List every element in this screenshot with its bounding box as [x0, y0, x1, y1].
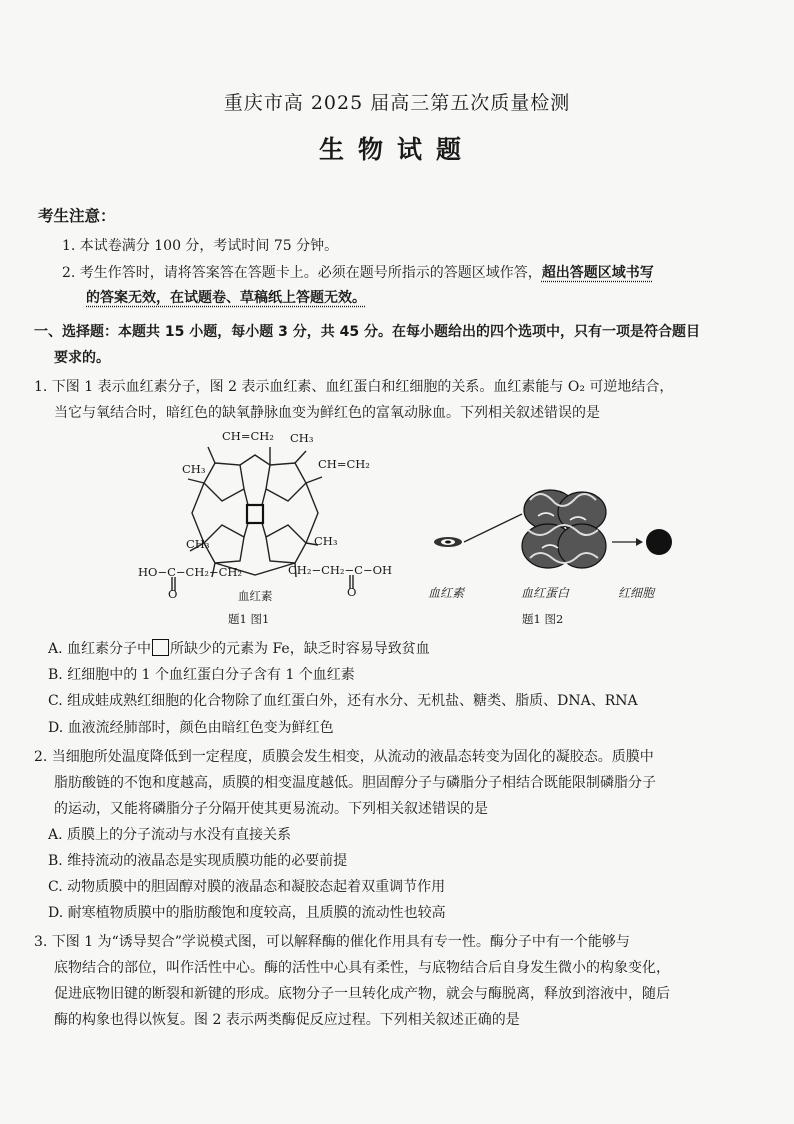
- notice-item-2-text: 2. 考生作答时，请将答案答在答题卡上。必须在题号所指示的答题区域作答，: [62, 265, 542, 281]
- q1-stem-line-1: 1. 下图 1 表示血红素分子，图 2 表示血红素、血红蛋白和红细胞的关系。血红素能与 O₂ 可逆地结合，: [34, 379, 674, 395]
- empty-square-icon: [152, 639, 169, 656]
- heme-right-carbonyl-o: O: [347, 585, 357, 599]
- q1-option-a: [48, 639, 430, 658]
- q3-stem-line-4: 酶的构象也得以恢复。图 2 表示两类酶促反应过程。下列相关叙述正确的是: [54, 1012, 520, 1028]
- q2-option-b: B. 维持流动的液晶态是实现质膜功能的必要前提: [48, 853, 348, 869]
- heme-icon: [434, 537, 462, 547]
- central-square-icon: [247, 505, 263, 523]
- heme-top-vinyl: CH=CH₂: [222, 429, 274, 443]
- fig2-label-heme: 血红素: [428, 586, 465, 600]
- q3-stem-line-2: 底物结合的部位，叫作活性中心。酶的活性中心具有柔性，与底物结合后自身发生微小的构象变化，: [54, 960, 670, 976]
- q2-option-c: C. 动物质膜中的胆固醇对膜的液晶态和凝胶态起着双重调节作用: [48, 879, 446, 895]
- q2-option-a: A. 质膜上的分子流动与水没有直接关系: [48, 827, 292, 843]
- red-blood-cell-icon: [646, 529, 672, 555]
- heme-structure-figure: [120, 425, 393, 610]
- hemoglobin-relationship-figure: [430, 470, 680, 590]
- heme-left-chain: HO−C−CH₂−CH₂: [138, 565, 243, 579]
- subject-title: 生物试题: [318, 135, 475, 164]
- q1-option-d: D. 血液流经肺部时，颜色由暗红色变为鲜红色: [48, 720, 334, 736]
- notice-heading: 考生注意：: [38, 207, 116, 225]
- hemoglobin-icon: [522, 490, 606, 568]
- heme-top-methyl: CH₃: [290, 431, 314, 445]
- q1-option-a-pre: A. 血红素分子中: [48, 641, 152, 657]
- q1-stem-line-2: 当它与氧结合时，暗红色的缺氧静脉血变为鲜红色的富氧动脉血。下列相关叙述错误的是: [54, 405, 600, 421]
- notice-item-1: 1. 本试卷满分 100 分，考试时间 75 分钟。: [62, 238, 339, 254]
- fig2-label-rbc: 红细胞: [618, 586, 655, 600]
- heme-name-label: 血红素: [238, 589, 273, 603]
- notice-item-2-emphasis-2: 的答案无效，在试题卷、草稿纸上答题无效。: [86, 290, 366, 306]
- heme-right-chain: CH₂−CH₂−C−OH: [288, 563, 393, 577]
- q2-stem-line-1: 2. 当细胞所处温度降低到一定程度，质膜会发生相变，从流动的液晶态转变为固化的凝胶态。质膜中: [34, 749, 654, 765]
- notice-item-2: [62, 264, 654, 282]
- section-heading: 一、选择题：本题共 15 小题，每小题 3 分，共 45 分。在每小题给出的四个选项中，只有一项是符合题目: [34, 324, 700, 340]
- q2-stem-line-3: 的运动，又能将磷脂分子分隔开使其更易流动。下列相关叙述错误的是: [54, 801, 488, 817]
- section-heading-cont: 要求的。: [54, 350, 110, 366]
- q3-stem-line-3: 促进底物旧键的断裂和新键的形成。底物分子一旦转化成产物，就会与酶脱离，释放到溶液中，随后: [54, 986, 670, 1002]
- fig2-label-hemoglobin: 血红蛋白: [521, 586, 570, 600]
- heme-right-vinyl: CH=CH₂: [318, 457, 370, 471]
- q3-stem-line-1: 3. 下图 1 为“诱导契合”学说模式图，可以解释酶的催化作用具有专一性。酶分子中有一个能够与: [34, 934, 630, 950]
- q2-option-d: D. 耐寒植物质膜中的脂肪酸饱和度较高，且质膜的流动性也较高: [48, 905, 446, 921]
- heme-left-carbonyl-o: O: [168, 587, 178, 601]
- heme-lower-right-methyl: CH₃: [314, 534, 338, 548]
- q1-option-a-post: 所缺少的元素为 Fe，缺乏时容易导致贫血: [170, 641, 430, 657]
- fig1-caption: 题1 图1: [228, 612, 270, 626]
- fig2-caption: 题1 图2: [522, 612, 564, 626]
- heme-lower-left-methyl: CH₃: [186, 537, 210, 551]
- q2-stem-line-2: 脂肪酸链的不饱和度越高，质膜的相变温度越低。胆固醇分子与磷脂分子相结合既能限制磷脂分子: [54, 775, 656, 791]
- exam-title: 重庆市高 2025 届高三第五次质量检测: [223, 92, 571, 114]
- notice-item-2-emphasis: 超出答题区域书写: [541, 265, 654, 281]
- notice-item-2-cont: [86, 289, 366, 307]
- q1-option-b: B. 红细胞中的 1 个血红蛋白分子含有 1 个血红素: [48, 667, 355, 683]
- heme-left-methyl: CH₃: [182, 462, 206, 476]
- q1-option-c: C. 组成蛙成熟红细胞的化合物除了血红蛋白外，还有水分、无机盐、糖类、脂质、DNA、RNA: [48, 693, 638, 709]
